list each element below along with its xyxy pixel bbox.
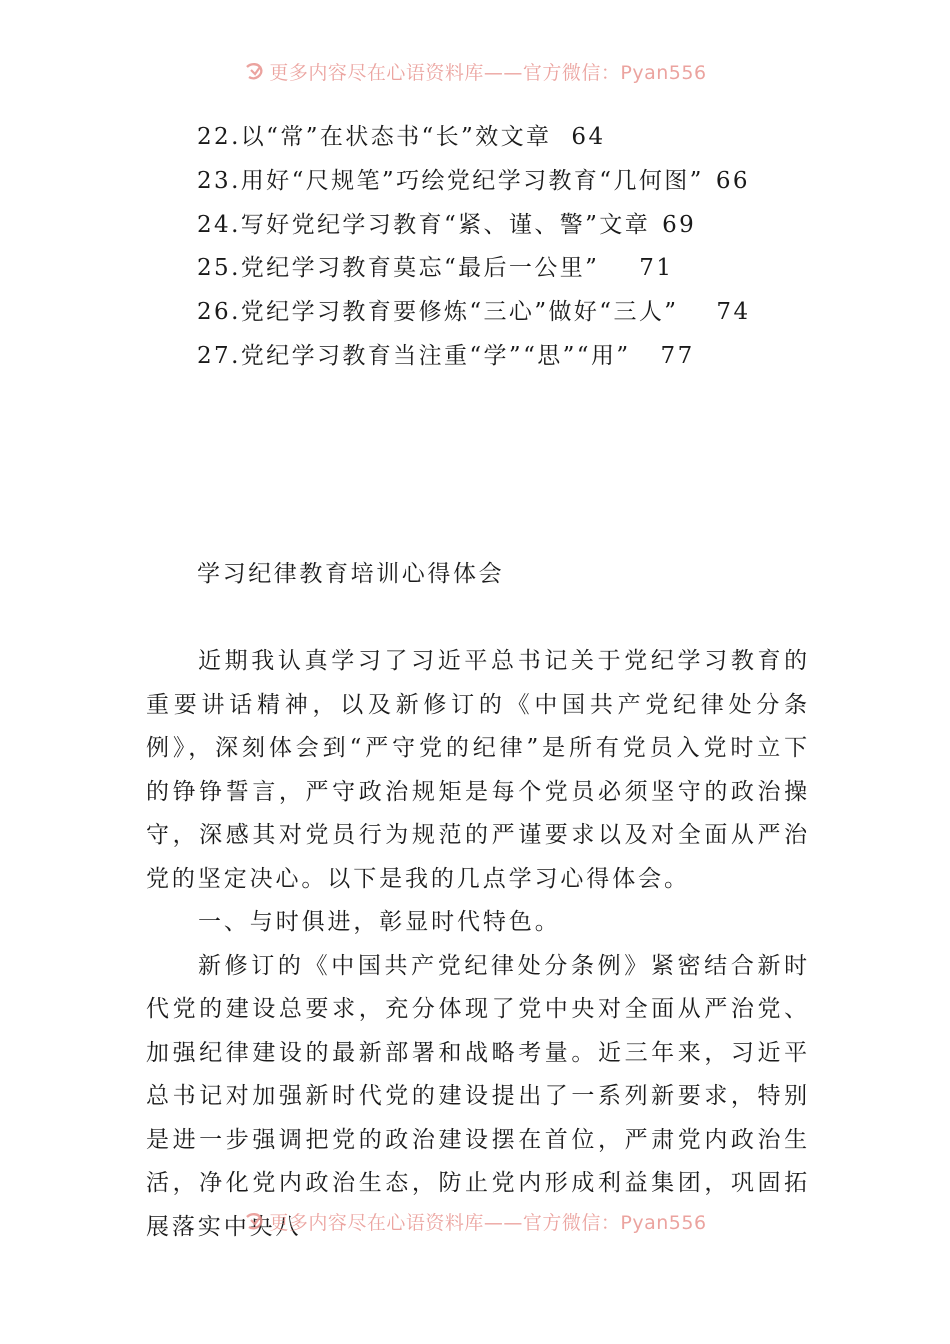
toc-item-title: 24.写好党纪学习教育“紧、谨、警”文章 <box>197 211 651 238</box>
table-of-contents <box>197 116 751 379</box>
watermark-logo-icon <box>243 61 265 83</box>
toc-item-title: 27.党纪学习教育当注重“学”“思”“用” <box>197 342 631 369</box>
toc-item[interactable] <box>197 116 751 160</box>
toc-item-title: 23.用好“尺规笔”巧绘党纪学习教育“几何图” <box>197 167 704 194</box>
watermark-top <box>0 58 950 85</box>
watermark-text: 更多内容尽在心语资料库——官方微信：Pyan556 <box>269 1212 707 1234</box>
toc-item-page: 74 <box>716 299 751 326</box>
toc-item[interactable] <box>197 291 751 335</box>
toc-item-title: 26.党纪学习教育要修炼“三心”做好“三人” <box>197 299 679 326</box>
document-body <box>146 640 810 1249</box>
toc-item[interactable] <box>197 204 751 248</box>
toc-item-page: 71 <box>639 255 674 282</box>
toc-item-title: 22.以“常”在状态书“长”效文章 <box>197 124 552 150</box>
toc-item[interactable] <box>197 247 751 291</box>
toc-item-page: 66 <box>715 167 750 194</box>
body-paragraph: 近期我认真学习了习近平总书记关于党纪学习教育的重要讲话精神，以及新修订的《中国共产党纪律处分条例》，深刻体会到“严守党的纪律”是所有党员入党时立下的铮铮誓言，严守政治规矩是每个党员必须坚守的政治操守，深感其对党员行为规范的严谨要求以及对全面从严治党的坚定决心。以下是我的几点学习心得体会。 <box>146 648 810 892</box>
watermark-logo-icon <box>243 1211 265 1233</box>
watermark-bottom <box>0 1208 950 1235</box>
section-heading: 一、与时俱进，彰显时代特色。 <box>198 909 561 935</box>
toc-item[interactable] <box>197 160 751 204</box>
watermark-text: 更多内容尽在心语资料库——官方微信：Pyan556 <box>269 62 707 84</box>
toc-item-title: 25.党纪学习教育莫忘“最后一公里” <box>197 255 600 282</box>
toc-item-page: 77 <box>660 342 695 369</box>
toc-item-page: 69 <box>662 211 697 238</box>
document-title: 学习纪律教育培训心得体会 <box>197 561 505 587</box>
toc-item-page: 64 <box>571 124 606 150</box>
body-paragraph: 新修订的《中国共产党纪律处分条例》紧密结合新时代党的建设总要求，充分体现了党中央对全面从严治党、加强纪律建设的最新部署和战略考量。近三年来，习近平总书记对加强新时代党的建设提出了一系列新要求，特别是进一步强调把党的政治建设摆在首位，严肃党内政治生活，净化党内政治生态，防止党内形成利益集团，巩固拓展落实中央八 <box>146 952 810 1240</box>
toc-item[interactable] <box>197 335 751 379</box>
